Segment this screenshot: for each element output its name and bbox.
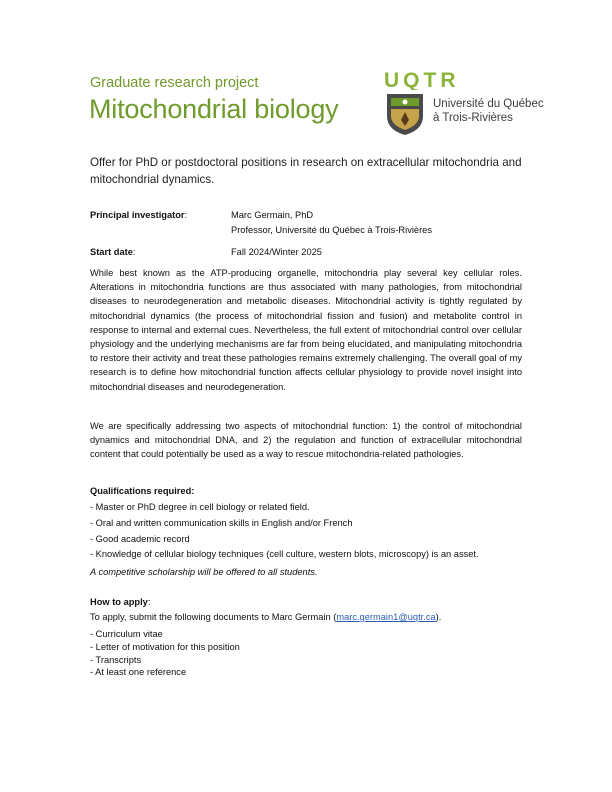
list-item: - Master or PhD degree in cell biology or related field. xyxy=(90,502,310,512)
apply-instructions: To apply, submit the following documents to Marc Germain (marc.germain1@uqtr.ca). xyxy=(90,612,442,622)
page-title: Mitochondrial biology xyxy=(89,94,339,124)
crest-icon xyxy=(384,92,426,136)
uqtr-wordmark xyxy=(384,70,504,90)
list-item: - At least one reference xyxy=(90,667,187,678)
pi-title: Professor, Université du Québec à Trois-Rivières xyxy=(231,225,432,235)
project-subtitle: Graduate research project xyxy=(90,75,259,91)
uqtr-logo xyxy=(384,70,544,140)
list-item: - Transcripts xyxy=(90,654,142,665)
list-item: - Letter of motivation for this position xyxy=(90,641,240,652)
research-paragraph: While best known as the ATP-producing organelle, mitochondria play several key cellular roles. Alterations in mitochondria functions are thus associated with many pathologies, from mitochondrial diseases to neurodegeneration and metabolic diseases. Mitochondrial activity is tightly regulated by mitochondrial dynamics (the process of mitochondrial fission and fusion) and metabolite control in response to internal and external cues. Nevertheless, the full extent of mitochondrial control over cellular physiology and the underlying mechanisms are far from being elucidated, and manipulating mitochondria to restore their activity and treat these pathologies remains extremely challenging. The overall goal of my research is to define how mitochondrial function affects cellular physiology to provide novel insight into mitochondrial diseases and neurodegeneration. xyxy=(90,268,522,392)
logo-university-city: à Trois-Rivières xyxy=(433,112,513,124)
offer-description: Offer for PhD or postdoctoral positions in research on extracellular mitochondria and mitochondrial dynamics. xyxy=(90,156,522,186)
start-date-value: Fall 2024/Winter 2025 xyxy=(231,247,322,257)
logo-university-name: Université du Québec xyxy=(433,98,544,110)
email-link[interactable]: marc.germain1@uqtr.ca xyxy=(336,612,436,622)
list-item: - Oral and written communication skills in English and/or French xyxy=(90,517,353,528)
qualifications-heading: Qualifications required: xyxy=(90,486,195,496)
apply-documents-list xyxy=(90,628,530,679)
list-item: - Curriculum vitae xyxy=(90,629,163,639)
research-aims-paragraph: We are specifically addressing two aspects of mitochondrial function: 1) the control of mitochondrial dynamics and mitochondrial DNA, and 2) the regulation and function of extracellular mitochondrial content that could potentially be used as a way to rescue mitochondria-related pathologies. xyxy=(90,421,522,460)
scholarship-note: A competitive scholarship will be offered to all students. xyxy=(90,567,318,577)
list-item: - Knowledge of cellular biology techniques (cell culture, western blots, microscopy) is an asset. xyxy=(90,549,479,560)
pi-label: Principal investigator: xyxy=(90,210,188,220)
pi-name: Marc Germain, PhD xyxy=(231,210,314,220)
start-date-label: Start date: xyxy=(90,247,136,257)
qualifications-list xyxy=(90,500,530,563)
uqtr-wordmark-text: UQTR xyxy=(384,70,460,90)
list-item: - Good academic record xyxy=(90,533,190,544)
apply-heading: How to apply: xyxy=(90,597,151,607)
